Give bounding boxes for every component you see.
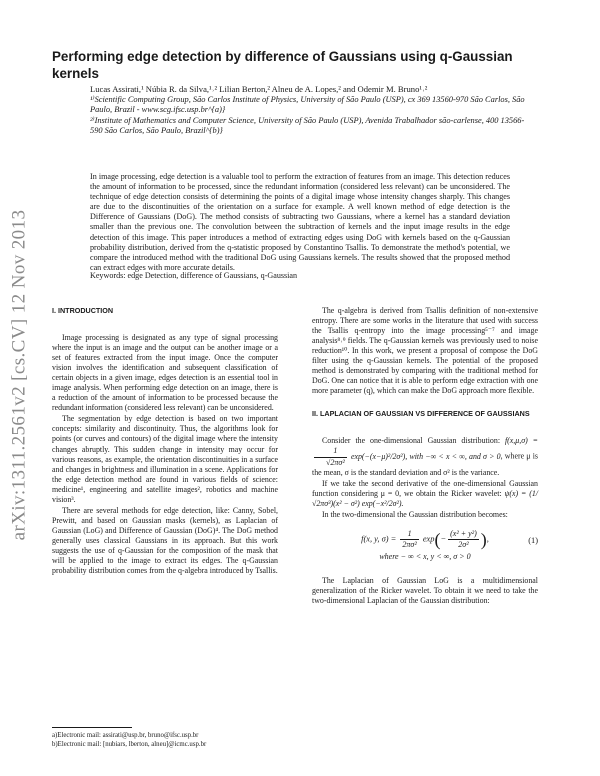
ricker-text: If we take the second derivative of the one-dimensional Gaussian function considering μ = 0, we obtain the Ricker wavelet: bbox=[312, 478, 538, 498]
equation-1-number: (1) bbox=[528, 535, 538, 545]
section-heading-introduction: I. INTRODUCTION bbox=[52, 306, 114, 315]
author-block bbox=[90, 84, 530, 137]
right-paragraph-1: The q-algebra is derived from Tsallis definition of non-extensive entropy. There are some works in the literature that used with success the Tsallis q-entropy into the image processing⁵⁻⁷ and image analysis⁸˒⁹ fields. The q-Gaussian kernels was previously used to noise reduction¹⁰. In this work, we present a proposal of compose the DoG filter using the q-Gaussian kernels. The potential of the proposed method is demonstrated by comparing with the traditional method for DoG. One can notice that it is able to perform edge extraction with one more parameter (q), which can make the DoG approach more flexible. bbox=[312, 306, 538, 396]
gaussian-2d-intro: In the two-dimensional the Gaussian distribution becomes: bbox=[322, 509, 508, 519]
affiliation-2: ²⁾Institute of Mathematics and Computer Science, University of São Paulo (USP), Avenida Trabalhador são-carlense, 400 13566-590 São Carlos, São Paulo, Brazil^{b)} bbox=[90, 115, 525, 135]
abstract: In image processing, edge detection is a valuable tool to perform the extraction of features from an image. This detection reduces the amount of information to be processed, since the redundant information (considered less relevant) can be unconsidered. The technique of edge detection consists of determining the points of a digital image whose intensity changes sharply. This changes are due to the discontinuities of the orientation on a surface for example. A well known method of edge detection is the Difference of Gaussians (DoG). The method consists of subtracting two Gaussians, where a kernel has a standard deviation smaller than the previous one. The convolution between the subtraction of kernels and the input image results in the edge detection of this image. This paper introduces a method of extracting edges using DoG with kernels based on the q-Gaussian probability distribution, derived from the q-statistic proposed by Constantino Tsallis. To demonstrate the method's potential, we compare the introduced method with the traditional DoG using Gaussians kernels. The results showed that the proposed method can extract edges with more accurate details. bbox=[90, 172, 510, 272]
footnotes bbox=[52, 727, 278, 749]
section-heading-log-vs-dog: II. LAPLACIAN OF GAUSSIAN VS DIFFERENCE OF GAUSSIANS bbox=[312, 409, 530, 419]
keywords: Keywords: edge Detection, difference of Gaussians, q-Gaussian bbox=[90, 271, 298, 280]
footnote-rule bbox=[52, 727, 132, 728]
gaussian-1d-lead: Consider the one-dimensional Gaussian distribution: bbox=[322, 436, 501, 446]
gaussian-1d-formula: f(x,μ,σ) = $\frac{1}{\text{√2πσ²}}$ exp(−(x−μ)²/2σ²), with −∞ < x < ∞, and σ > 0 bbox=[312, 436, 538, 460]
intro-paragraph-3: There are several methods for edge detection, like: Canny, Sobel, Prewitt, and based on Gaussian masks (kernels), as Laplacian of Gaussian (LoG) and Difference of Gaussian (DoG)⁴. The DoG method generally uses classical Gaussians in its approach. But this work suggests the use of q-Gaussian for the composition of the mask that will be applied to the image to extract its edges. The q-Gaussian probability distribution comes from the q-algebra introduced by Tsallis. bbox=[52, 505, 278, 576]
arxiv-identifier-text: arXiv:1311.2561v2 [cs.CV] 12 Nov 2013 bbox=[8, 209, 30, 541]
gaussian-1d-tail: , where μ is the mean, σ is the standard deviation and σ² is the variance. bbox=[312, 451, 538, 477]
author-names: Lucas Assirati,¹ Núbia R. da Silva,¹˒² Lilian Berton,² Alneu de A. Lopes,² and Odemir M. Bruno¹˒² bbox=[90, 84, 428, 94]
footnote-b: b)Electronic mail: [nubiars, lberton, alneu]@icmc.usp.br bbox=[52, 741, 207, 748]
paper-title: Performing edge detection by difference of Gaussians using q-Gaussian kernels bbox=[52, 49, 513, 81]
ricker-paragraph bbox=[312, 479, 538, 509]
equation-1: f(x, y, σ) = $\frac{1}{\text{2πσ²}}$ exp(− $\frac{\text{(x² + y²)}}{\text{2σ²}}$ ), (1) bbox=[361, 528, 538, 550]
arxiv-identifier bbox=[4, 200, 34, 550]
affiliation-1: ¹⁾Scientific Computing Group, São Carlos Institute of Physics, University of São Paulo (USP), cx 369 13560-970 São Carlos, São Paulo, Brazil - www.scg.ifsc.usp.br^{a)} bbox=[90, 94, 525, 114]
gaussian-1d-paragraph bbox=[312, 436, 538, 477]
left-column bbox=[52, 306, 278, 577]
equation-1-condition: where − ∞ < x, y < ∞, σ > 0 bbox=[379, 551, 471, 561]
intro-paragraph-2: The segmentation by edge detection is based on two important concepts: similarity and discontinuity. Thus, the algorithms look for points (or curves and contours) of the digital image where the intensity changes abruptly. This sudden change in intensity may occur for various reasons, as example, the orientation discontinuities in a surface and changes in brightness and illumination in a scene. Applications for the edge detection method are found in various fields of science: medicine¹, engineering and satellite images², robotics and machine vision³. bbox=[52, 414, 278, 504]
right-column bbox=[312, 306, 538, 607]
intro-paragraph-1: Image processing is designated as any type of signal processing where the input is an image and the output can be another image or a set of features extracted from the input image. Once the computer vision involves the identification and subsequent classification of certain objects in a given image, edges detection is an essential tool in image analysis. When performing edge detection on an image, there is a reduction of the amount of information to be processed because the redundant information (considered less relevant) can be unconsidered. bbox=[52, 333, 278, 413]
log-paragraph: The Laplacian of Gaussian LoG is a multidimensional generalization of the Ricker wavelet. To obtain it we need to take the two-dimensional Laplacian of the Gaussian distribution: bbox=[312, 575, 538, 606]
footnote-a: a)Electronic mail: assirati@usp.br, bruno@ifsc.usp.br bbox=[52, 732, 199, 739]
ricker-formula: ψ(x) = (1/√2πσ³)(x² − σ²) exp(−x²/2σ²). bbox=[312, 488, 538, 508]
